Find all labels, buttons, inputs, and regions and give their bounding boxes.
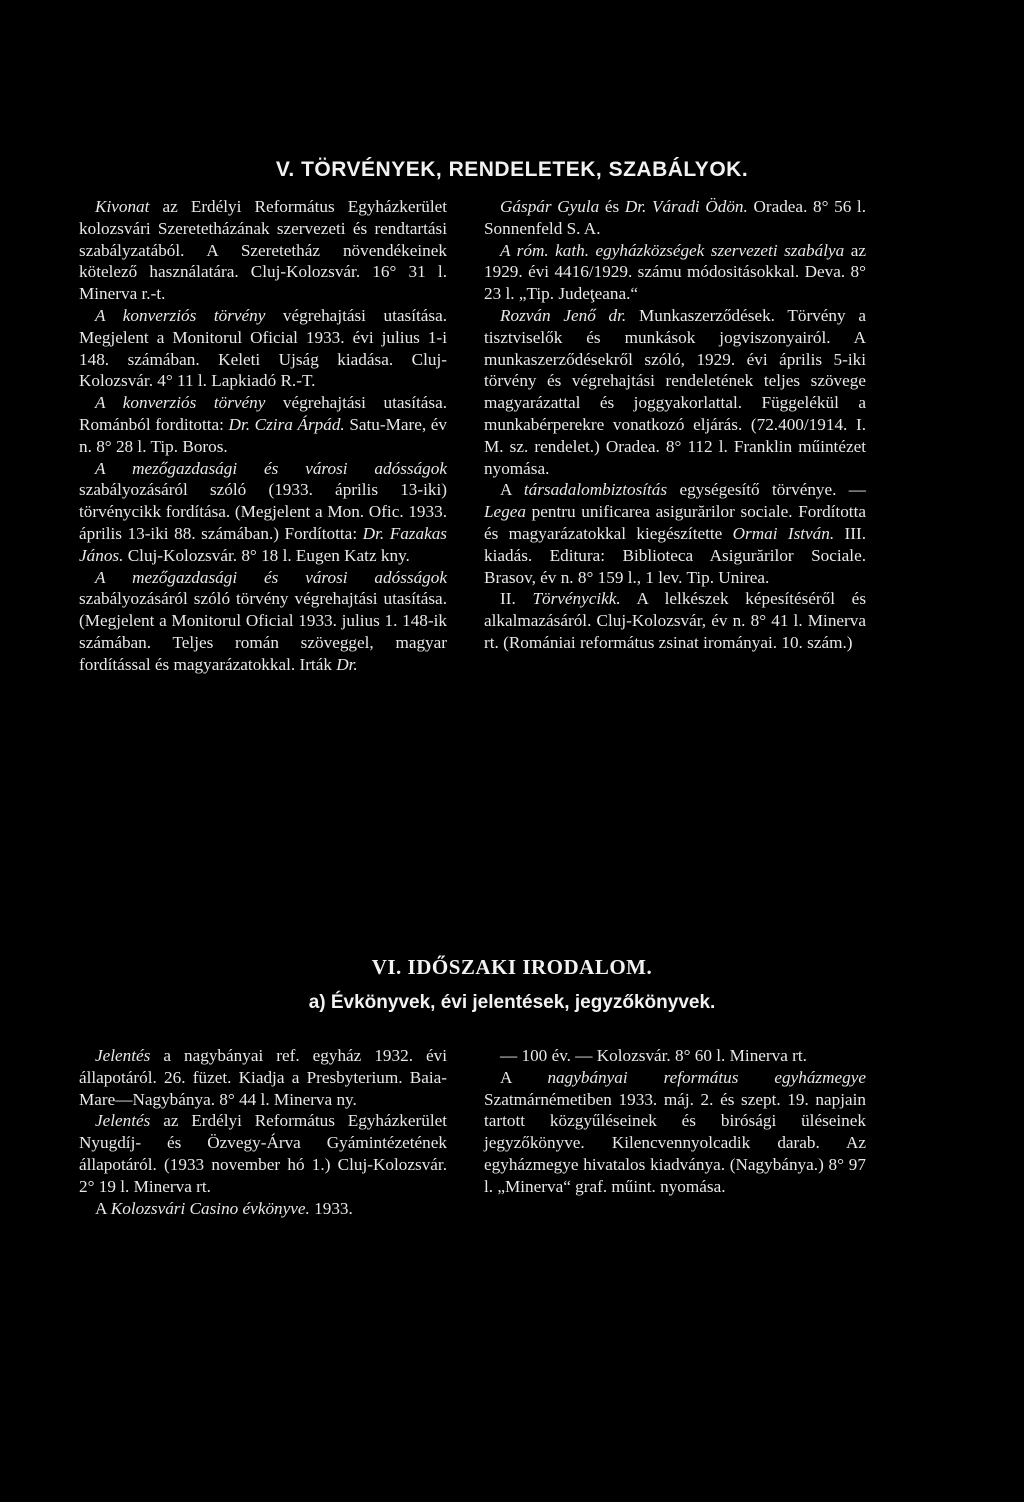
bibliography-entry	[79, 305, 447, 392]
section-vi-right-column	[484, 1045, 866, 1198]
section-vi-left-column	[79, 1045, 447, 1219]
entry-text: a nagybányai ref. egyház 1932. évi állapotáról. 26. füzet. Kiadja a Presbyterium. Baia-Mare—Nagybánya. 8° 44 l. Minerva ny.	[79, 1046, 447, 1109]
entry-text: szabályozásáról szóló törvény végrehajtási utasítása. (Megjelent a Monitorul Oficial 1933. julius 1. 148-ik számában. Teljes román szöveggel, magyar fordítással és magyarázatokkal. Irták	[79, 589, 447, 674]
bibliography-entry	[79, 1198, 447, 1220]
bibliography-entry	[79, 567, 447, 676]
entry-text: végrehajtási utasítása. Megjelent a Monitorul Oficial 1933. évi julius 1-i 148. számában. Keleti Ujság kiadása. Cluj-Kolozsvár. 4° 11 l. Lapkiadó R.-T.	[79, 305, 447, 391]
section-v-right-column	[484, 196, 866, 654]
bibliography-entry	[484, 305, 866, 479]
entry-text: — 100 év. — Kolozsvár. 8° 60 l. Minerva rt.	[500, 1046, 807, 1065]
bibliography-entry	[484, 240, 866, 305]
entry-text: az 1929. évi 4416/1929. számu módositásokkal. Deva. 8° 23 l. „Tip. Judeţeana.“	[484, 240, 866, 304]
entry-text: A lelkészek képesítéséről és alkalmazásáról. Cluj-Kolozsvár, év n. 8° 41 l. Minerva rt. (Romániai református zsinat irományai. 10. szám.)	[484, 589, 867, 652]
entry-italic-text: Kolozsvári Casino évkönyve.	[110, 1198, 310, 1218]
section-v-left-column	[79, 196, 447, 676]
entry-text: Cluj-Kolozsvár. 8° 18 l. Eugen Katz kny.	[123, 545, 410, 565]
bibliography-entry	[79, 196, 447, 305]
section-v-heading: V. TÖRVÉNYEK, RENDELETEK, SZABÁLYOK.	[275, 158, 749, 181]
entry-text: egységesítő törvénye. —	[667, 480, 866, 500]
entry-text: Oradea. 8° 56 l. Sonnenfeld S. A.	[484, 197, 866, 238]
bibliography-entry	[484, 196, 866, 240]
section-vi-subheading: a) Évkönyvek, évi jelentések, jegyzőkönyvek.	[308, 992, 716, 1013]
entry-text: szabályozásáról szóló (1933. április 13-iki) törvénycikk fordítása. (Megjelent a Mon. Ofic. 1933. április 13-iki 88. számában.) Fordította:	[79, 480, 447, 543]
entry-text: A	[95, 1198, 111, 1218]
entry-italic-text: A mezőgazdasági és városi adósságok	[95, 567, 447, 587]
entry-text: Szatmárnémetiben 1933. máj. 2. és szept. 19. napjain tartott közgyűléseinek és birósági üléseinek jegyzőkönyve. Kilencvennyolcadik darab. Az egyházmegye hivatalos kiadványa. (Nagybánya.) 8° 97 l. „Minerva“ graf. műint. nyomása.	[484, 1089, 866, 1196]
bibliography-entry	[79, 1110, 447, 1197]
entry-italic-text: A mezőgazdasági és városi adósságok	[95, 458, 447, 478]
entry-text: az Erdélyi Református Egyházkerület Nyugdíj- és Özvegy-Árva Gyámintézetének állapotáról. (1933 november hó 1.) Cluj-Kolozsvár. 2° 19 l. Minerva rt.	[79, 1111, 447, 1196]
entry-text: III. kiadás. Editura: Biblioteca Asigurărilor Sociale. Brasov, év n. 8° 159 l., 1 lev. Tip. Unirea.	[484, 523, 866, 587]
entry-italic-text: Kivonat	[95, 197, 150, 216]
entry-text: az Erdélyi Református Egyházkerület kolozsvári Szeretetházának szervezeti és rendtartási szabályzatából. A Szeretetház növendékeinek kötelező használatára. Cluj-Kolozsvár. 16° 31 l. Minerva r.-t.	[79, 197, 447, 304]
entry-italic-text: Jelentés	[95, 1046, 151, 1065]
bibliography-entry	[79, 1045, 447, 1110]
entry-italic-text: Dr. Váradi Ödön.	[624, 197, 748, 216]
bibliography-entry	[484, 588, 866, 653]
bibliography-entry	[484, 1067, 866, 1198]
entry-italic-text: nagybányai református egyházmegye	[547, 1067, 866, 1087]
entry-italic-text: Törvénycikk.	[532, 589, 621, 609]
entry-text: Munkaszerződések. Törvény a tisztviselők és munkások jogviszonyairól. A munkaszerződésekről szóló, 1929. évi április 5-iki törvény és végrehajtási rendeletének teljes szövege magyarázattal és joggyakorlattal. Függelékül a munkabérperekre vonatkozó eljárás. (72.400/1914. I. M. sz. rendelet.) Oradea. 8° 112 l. Franklin műintézet nyomása.	[484, 305, 866, 478]
entry-text: A	[500, 480, 524, 500]
bibliography-entry	[79, 458, 447, 567]
entry-italic-text: Dr. Fazakas János.	[79, 523, 447, 565]
entry-italic-text: Rozván Jenő dr.	[500, 305, 627, 325]
bibliography-entry	[484, 479, 866, 588]
entry-italic-text: Dr. Czira Árpád.	[228, 414, 345, 434]
entry-text: Satu-Mare, év n. 8° 28 l. Tip. Boros.	[79, 414, 447, 456]
bibliography-entry	[484, 1045, 866, 1067]
entry-text: A	[500, 1067, 548, 1087]
entry-italic-text: Jelentés	[95, 1111, 151, 1131]
entry-italic-text: A róm. kath. egyházközségek szervezeti szabálya	[500, 240, 845, 260]
entry-text: végrehajtási utasítása. Románból forditotta:	[79, 393, 447, 434]
entry-italic-text: Legea	[484, 502, 527, 522]
entry-text: 1933.	[309, 1198, 353, 1218]
entry-italic-text: Ormai István.	[732, 523, 835, 543]
bibliography-entry	[79, 392, 447, 457]
entry-italic-text: társadalombiztosítás	[523, 480, 668, 500]
entry-italic-text: Gáspár Gyula	[500, 197, 600, 216]
entry-text: és	[599, 197, 625, 216]
entry-italic-text: Dr.	[336, 654, 358, 674]
section-vi-heading: VI. IDŐSZAKI IRODALOM.	[371, 955, 653, 979]
entry-italic-text: A konverziós törvény	[95, 393, 266, 413]
entry-text: pentru unificarea asigurărilor sociale. Fordította és magyarázatokkal kiegészítette	[484, 502, 866, 543]
entry-italic-text: A konverziós törvény	[95, 305, 266, 325]
entry-text: II.	[500, 589, 533, 609]
